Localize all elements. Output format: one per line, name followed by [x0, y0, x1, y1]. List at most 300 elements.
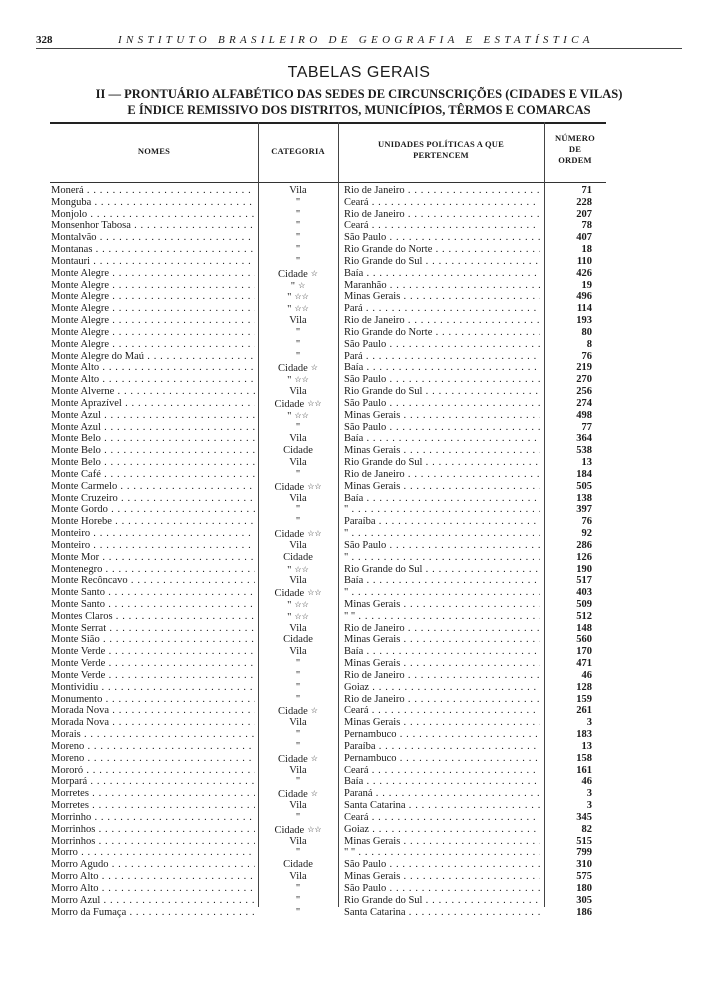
row-unit: Pernambuco . . . — [344, 729, 540, 741]
row-name: Monte Belo . . . — [51, 445, 255, 457]
row-category-text: Vila — [289, 800, 307, 812]
row-category-text: " — [295, 326, 301, 338]
seat-marker-icon: ☆☆ — [307, 481, 322, 491]
row-unit: Santa Catarina . . . — [344, 800, 540, 812]
row-category-text: Cidade — [278, 363, 308, 375]
seat-marker-icon: ☆☆ — [294, 292, 309, 302]
journal-title: INSTITUTO BRASILEIRO DE GEOGRAFIA E ESTATÍSTICA — [118, 34, 594, 46]
row-category-text: Vila — [289, 386, 307, 398]
row-unit: Rio Grande do Norte . . . — [344, 244, 540, 256]
row-category — [264, 800, 332, 812]
row-category — [264, 327, 332, 339]
column-header-unidades — [338, 139, 544, 161]
row-unit: Maranhão . . . — [344, 280, 540, 292]
row-category-text: Cidade — [274, 824, 305, 836]
row-category — [264, 847, 332, 859]
row-name: Monte Aprazível . . . — [51, 398, 255, 410]
row-name: Moreno . . . — [51, 741, 255, 753]
table-row — [0, 185, 718, 197]
row-category-text: " — [295, 906, 301, 918]
row-order-number: 560 — [576, 634, 592, 646]
table-row — [0, 670, 718, 682]
row-order-number: 148 — [576, 622, 592, 634]
seat-marker-icon: ☆☆ — [307, 588, 322, 598]
row-category — [264, 185, 332, 197]
row-unit: Minas Gerais . . . — [344, 410, 540, 422]
row-category-text: Cidade — [283, 445, 313, 457]
table-row — [0, 232, 718, 244]
row-category — [264, 575, 332, 587]
row-unit: São Paulo . . . — [344, 540, 540, 552]
row-name: Monte Alegre . . . — [51, 280, 255, 292]
table-row — [0, 244, 718, 256]
row-order-number: 128 — [576, 681, 592, 693]
row-category-text: " — [295, 504, 301, 516]
row-category-text: Cidade — [278, 706, 308, 718]
row-unit: Goiaz . . . — [344, 824, 540, 836]
table-row — [0, 445, 718, 457]
table-row — [0, 504, 718, 516]
row-category-text: Cidade — [283, 551, 313, 563]
row-unit: Minas Gerais . . . — [344, 717, 540, 729]
row-order-number: 46 — [581, 669, 592, 681]
row-order-number: 496 — [576, 291, 592, 303]
row-unit: Minas Gerais . . . — [344, 871, 540, 883]
row-name: Morro da Fumaça . . . — [51, 907, 255, 919]
table-row — [0, 836, 718, 848]
row-order-number: 364 — [576, 433, 592, 445]
row-category — [264, 386, 332, 398]
table-row — [0, 587, 718, 599]
row-category — [264, 244, 332, 256]
row-name: Monte Belo . . . — [51, 457, 255, 469]
row-order-number: 498 — [576, 409, 592, 421]
row-unit: Baía . . . — [344, 776, 540, 788]
table-row — [0, 256, 718, 268]
row-name: Moreno . . . — [51, 753, 255, 765]
row-unit: Rio Grande do Sul . . . — [344, 457, 540, 469]
header-rule — [36, 48, 682, 49]
row-name: Monte Recôncavo . . . — [51, 575, 255, 587]
row-unit: Ceará . . . — [344, 220, 540, 232]
table-row — [0, 871, 718, 883]
row-category-text: Vila — [289, 622, 307, 634]
table-row — [0, 847, 718, 859]
row-unit: Goiaz . . . — [344, 682, 540, 694]
seat-marker-icon: ☆ — [310, 789, 318, 799]
table-row — [0, 623, 718, 635]
row-name: Monteiro . . . — [51, 528, 255, 540]
table-row — [0, 634, 718, 646]
row-name: Montenegro . . . — [51, 564, 255, 576]
row-category-text: Vila — [289, 646, 307, 658]
column-header-numero-line-3: ORDEM — [558, 155, 592, 165]
row-order-number: 270 — [576, 374, 592, 386]
row-order-number: 261 — [576, 705, 592, 717]
row-name: Monte Alto . . . — [51, 374, 255, 386]
table-row — [0, 220, 718, 232]
row-name: Montes Claros . . . — [51, 611, 255, 623]
seat-marker-icon: ☆ — [310, 706, 318, 716]
row-name: Monte Alegre do Maú . . . — [51, 351, 255, 363]
row-category — [264, 457, 332, 469]
row-category — [264, 232, 332, 244]
row-unit: Paraná . . . — [344, 788, 540, 800]
row-order-number: 3 — [586, 788, 592, 800]
table-row — [0, 599, 718, 611]
row-order-number: 538 — [576, 445, 592, 457]
row-category — [264, 256, 332, 268]
row-order-number: 19 — [581, 279, 592, 291]
row-name: Morro Azul . . . — [51, 895, 255, 907]
row-category-text: " — [295, 811, 301, 823]
row-unit: Rio de Janeiro . . . — [344, 209, 540, 221]
row-category-text: Vila — [289, 575, 307, 587]
row-name: Monte Café . . . — [51, 469, 255, 481]
table-row — [0, 303, 718, 315]
row-unit: Minas Gerais . . . — [344, 481, 540, 493]
row-category-text: " — [295, 232, 301, 244]
row-unit: Pernambuco . . . — [344, 753, 540, 765]
row-unit: Ceará . . . — [344, 705, 540, 717]
row-name: Monte Mor . . . — [51, 552, 255, 564]
row-category-text: Vila — [289, 185, 307, 196]
row-name: Morro . . . — [51, 847, 255, 859]
row-category — [264, 634, 332, 646]
row-category — [264, 209, 332, 221]
row-category-text: " — [295, 220, 301, 232]
row-unit: Rio de Janeiro . . . — [344, 469, 540, 481]
row-order-number: 126 — [576, 551, 592, 563]
row-order-number: 274 — [576, 397, 592, 409]
seat-marker-icon: ☆ — [310, 363, 318, 373]
row-category-text: Vila — [289, 871, 307, 883]
row-order-number: 190 — [576, 563, 592, 575]
row-unit: Paraíba . . . — [344, 516, 540, 528]
row-name: Morretes . . . — [51, 800, 255, 812]
row-name: Morada Nova . . . — [51, 717, 255, 729]
table-row — [0, 753, 718, 765]
row-name: Morro Agudo . . . — [51, 859, 255, 871]
row-order-number: 13 — [581, 457, 592, 469]
column-header-numero-line-2: DE — [568, 144, 582, 154]
row-order-number: 256 — [576, 386, 592, 398]
row-unit: Rio Grande do Sul . . . — [344, 564, 540, 576]
row-order-number: 8 — [586, 338, 592, 350]
table-row — [0, 741, 718, 753]
subtitle-line-2: E ÍNDICE REMISSIVO DOS DISTRITOS, MUNICÍPIOS, TÊRMOS E COMARCAS — [127, 103, 591, 117]
row-category-text: Cidade — [278, 789, 308, 801]
row-order-number: 80 — [581, 326, 592, 338]
row-category-text: Cidade — [283, 634, 313, 646]
table-row — [0, 209, 718, 221]
row-order-number: 228 — [576, 196, 592, 208]
row-name: Monte Belo . . . — [51, 433, 255, 445]
column-header-nomes: NOMES — [137, 146, 171, 156]
row-order-number: 219 — [576, 362, 592, 374]
table-row — [0, 469, 718, 481]
row-order-number: 310 — [576, 859, 592, 871]
row-category — [264, 422, 332, 434]
row-order-number: 114 — [576, 303, 592, 315]
row-category-text: Vila — [289, 315, 307, 327]
row-name: Monte Serrat . . . — [51, 623, 255, 635]
row-category-text: " — [295, 658, 301, 670]
row-name: Monte Alegre . . . — [51, 339, 255, 351]
row-category — [264, 907, 332, 919]
row-category — [264, 197, 332, 209]
row-unit: Rio Grande do Sul . . . — [344, 256, 540, 268]
row-category — [264, 871, 332, 883]
row-name: Monte Alegre . . . — [51, 303, 255, 315]
row-order-number: 345 — [576, 811, 592, 823]
row-order-number: 159 — [576, 693, 592, 705]
row-order-number: 170 — [576, 646, 592, 658]
row-unit: Minas Gerais . . . — [344, 599, 540, 611]
row-order-number: 193 — [576, 315, 592, 327]
row-category-text: Cidade — [278, 268, 308, 280]
table-row — [0, 646, 718, 658]
row-unit: Minas Gerais . . . — [344, 836, 540, 848]
row-category — [264, 469, 332, 481]
seat-marker-icon: ☆☆ — [294, 410, 309, 420]
row-category-text: Cidade — [274, 398, 305, 410]
row-category — [264, 812, 332, 824]
row-name: Monguba . . . — [51, 197, 255, 209]
row-unit: Rio de Janeiro . . . — [344, 694, 540, 706]
row-category-text: " — [295, 338, 301, 350]
row-order-number: 3 — [586, 717, 592, 729]
table-row — [0, 315, 718, 327]
table-row — [0, 788, 718, 800]
table-row — [0, 812, 718, 824]
row-order-number: 471 — [576, 658, 592, 670]
row-unit: São Paulo . . . — [344, 398, 540, 410]
row-category — [264, 504, 332, 516]
row-order-number: 512 — [576, 610, 592, 622]
row-category — [264, 729, 332, 741]
row-category — [264, 670, 332, 682]
seat-marker-icon: ☆☆ — [307, 398, 322, 408]
row-unit: Ceará . . . — [344, 765, 540, 777]
row-order-number: 3 — [586, 800, 592, 812]
table-row — [0, 717, 718, 729]
row-category — [264, 445, 332, 457]
seat-marker-icon: ☆ — [298, 280, 306, 290]
row-category-text: Vila — [289, 457, 307, 469]
row-name: Monte Alto . . . — [51, 362, 255, 374]
row-order-number: 138 — [576, 492, 592, 504]
row-name: Monte Verde . . . — [51, 670, 255, 682]
table-row — [0, 824, 718, 836]
row-unit: Baía . . . — [344, 433, 540, 445]
row-category-text: " — [295, 740, 301, 752]
row-name: Montividiu . . . — [51, 682, 255, 694]
table-row — [0, 351, 718, 363]
row-unit: Rio de Janeiro . . . — [344, 185, 540, 197]
row-category-text: " — [295, 244, 301, 256]
row-category-text: " — [295, 255, 301, 267]
row-category-text: " — [295, 468, 301, 480]
row-unit: Baía . . . — [344, 646, 540, 658]
row-order-number: 509 — [576, 598, 592, 610]
row-unit: Baía . . . — [344, 575, 540, 587]
page-number: 328 — [36, 34, 53, 46]
row-category-text: " — [290, 280, 296, 292]
row-name: Monte Alegre . . . — [51, 315, 255, 327]
row-category-text: " — [295, 516, 301, 528]
row-order-number: 46 — [581, 776, 592, 788]
row-name: Montalvão . . . — [51, 232, 255, 244]
row-category — [264, 658, 332, 670]
row-category — [264, 623, 332, 635]
row-category-text: " — [295, 350, 301, 362]
row-name: Monte Alverne . . . — [51, 386, 255, 398]
row-order-number: 77 — [581, 421, 592, 433]
table-row — [0, 694, 718, 706]
table-subtitle — [0, 86, 718, 118]
row-category-text: Vila — [289, 717, 307, 729]
row-category — [264, 540, 332, 552]
row-order-number: 505 — [576, 480, 592, 492]
row-category-text: " — [295, 894, 301, 906]
row-name: Monte Alegre . . . — [51, 327, 255, 339]
row-category — [264, 741, 332, 753]
table-row — [0, 540, 718, 552]
row-unit: Baía . . . — [344, 268, 540, 280]
row-category-text: Vila — [289, 433, 307, 445]
row-unit: São Paulo . . . — [344, 232, 540, 244]
table-row — [0, 516, 718, 528]
row-category-text: " — [295, 729, 301, 741]
row-unit: " . . . — [344, 552, 540, 564]
row-unit: " " . . . — [344, 847, 540, 859]
table-row — [0, 705, 718, 717]
row-unit: Ceará . . . — [344, 197, 540, 209]
seat-marker-icon: ☆☆ — [294, 611, 309, 621]
row-category-text: " — [287, 410, 292, 422]
table-row — [0, 907, 718, 919]
row-category — [264, 315, 332, 327]
row-category-text: Cidade — [274, 529, 305, 541]
row-name: Monte Cruzeiro . . . — [51, 493, 255, 505]
table-row — [0, 327, 718, 339]
row-name: Monte Alegre . . . — [51, 291, 255, 303]
table-row — [0, 280, 718, 292]
row-name: Montauri . . . — [51, 256, 255, 268]
row-order-number: 799 — [576, 847, 592, 859]
seat-marker-icon: ☆☆ — [294, 375, 309, 385]
seat-marker-icon: ☆☆ — [294, 304, 309, 314]
row-category — [264, 776, 332, 788]
subtitle-line-1: II — PRONTUÁRIO ALFABÉTICO DAS SEDES DE CIRCUNSCRIÇÕES (CIDADES E VILAS) — [95, 87, 623, 101]
row-category-text: " — [295, 776, 301, 788]
row-category — [264, 682, 332, 694]
row-category — [264, 220, 332, 232]
row-name: Morrinhos . . . — [51, 824, 255, 836]
table-row — [0, 883, 718, 895]
row-name: Monte Sião . . . — [51, 634, 255, 646]
row-category-text: " — [287, 304, 292, 316]
row-unit: São Paulo . . . — [344, 883, 540, 895]
row-order-number: 158 — [576, 752, 592, 764]
table-row — [0, 765, 718, 777]
row-unit: São Paulo . . . — [344, 374, 540, 386]
row-name: Monte Verde . . . — [51, 658, 255, 670]
table-row — [0, 493, 718, 505]
row-name: Monte Carmelo . . . — [51, 481, 255, 493]
row-unit: Rio Grande do Norte . . . — [344, 327, 540, 339]
column-header-unidades-line-2: PERTENCEM — [413, 150, 469, 160]
row-name: Morais . . . — [51, 729, 255, 741]
seat-marker-icon: ☆☆ — [294, 599, 309, 609]
row-name: Monte Gordo . . . — [51, 504, 255, 516]
row-order-number: 515 — [576, 835, 592, 847]
row-name: Monsenhor Tabosa . . . — [51, 220, 255, 232]
row-name: Morrinhos . . . — [51, 836, 255, 848]
row-unit: Baía . . . — [344, 493, 540, 505]
row-category — [264, 836, 332, 848]
table-row — [0, 658, 718, 670]
row-name: Morro Alto . . . — [51, 871, 255, 883]
row-order-number: 76 — [581, 516, 592, 528]
row-order-number: 426 — [576, 267, 592, 279]
row-order-number: 183 — [576, 729, 592, 741]
row-unit: " . . . — [344, 528, 540, 540]
row-category — [264, 694, 332, 706]
row-name: Monte Santo . . . — [51, 599, 255, 611]
row-category-text: Vila — [289, 764, 307, 776]
row-order-number: 207 — [576, 208, 592, 220]
row-unit: Minas Gerais . . . — [344, 658, 540, 670]
table-row — [0, 776, 718, 788]
row-category-text: " — [295, 847, 301, 859]
row-category-text: Cidade — [274, 481, 305, 493]
row-name: Monteiro . . . — [51, 540, 255, 552]
table-row — [0, 564, 718, 576]
table-row — [0, 398, 718, 410]
table-row — [0, 410, 718, 422]
row-name: Monte Azul . . . — [51, 422, 255, 434]
row-unit: Minas Gerais . . . — [344, 445, 540, 457]
table-body — [0, 185, 718, 918]
row-category — [264, 552, 332, 564]
row-category-text: " — [287, 599, 292, 611]
row-category — [264, 493, 332, 505]
row-order-number: 403 — [576, 587, 592, 599]
row-order-number: 575 — [576, 871, 592, 883]
row-unit: São Paulo . . . — [344, 422, 540, 434]
row-category — [264, 351, 332, 363]
row-order-number: 286 — [576, 539, 592, 551]
row-order-number: 13 — [581, 740, 592, 752]
row-category-text: " — [295, 196, 301, 208]
row-name: Morada Nova . . . — [51, 705, 255, 717]
row-category-text: " — [295, 421, 301, 433]
table-row — [0, 422, 718, 434]
row-name: Mororó . . . — [51, 765, 255, 777]
row-name: Monumento . . . — [51, 694, 255, 706]
row-order-number: 186 — [576, 906, 592, 918]
row-unit: Minas Gerais . . . — [344, 291, 540, 303]
table-row — [0, 895, 718, 907]
table-row — [0, 729, 718, 741]
row-category — [264, 646, 332, 658]
row-category — [264, 433, 332, 445]
seat-marker-icon: ☆☆ — [307, 529, 322, 539]
row-order-number: 110 — [576, 255, 592, 267]
row-order-number: 161 — [576, 764, 592, 776]
